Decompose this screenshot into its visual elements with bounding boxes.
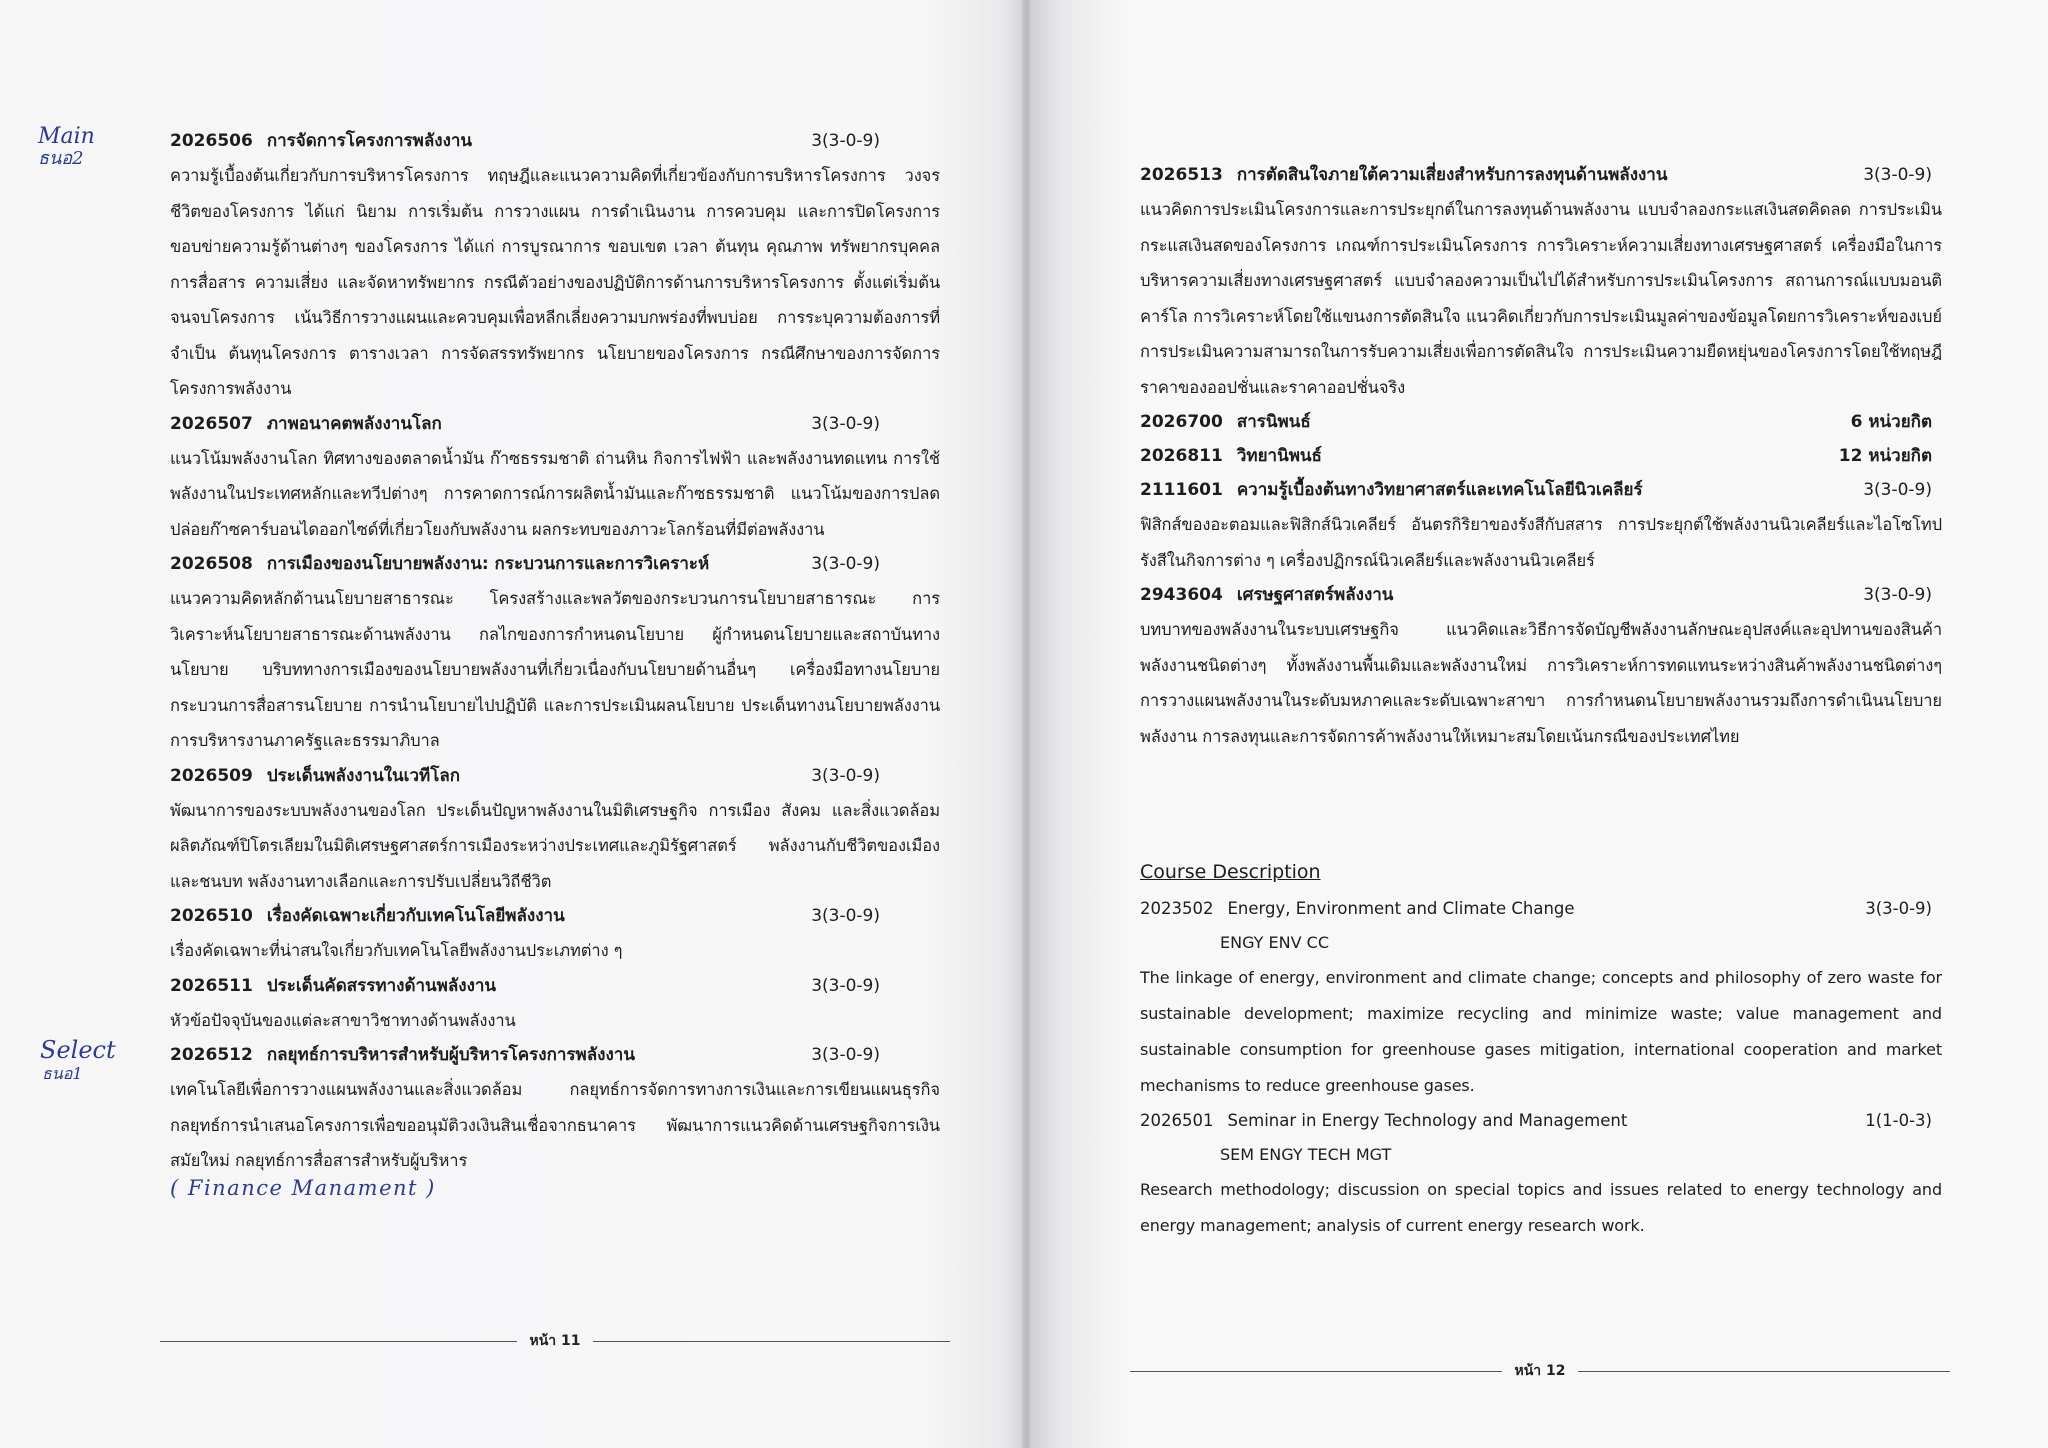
handwritten-note-finance: ( Finance Manament ) — [170, 1176, 436, 1200]
course-abbreviation: ENGY ENV CC — [1220, 933, 1329, 952]
course-entry — [1140, 578, 1942, 754]
course-title: เศรษฐศาสตร์พลังงาน — [1236, 585, 1394, 605]
course-header — [170, 759, 940, 793]
course-entry — [1140, 439, 1942, 473]
course-header — [170, 124, 940, 158]
course-credit: 3(3-0-9) — [1863, 480, 1932, 500]
course-description: แนวโน้มพลังงานโลก ทิศทางของตลาดน้ำมัน ก๊าซธรรมชาติ ถ่านหิน กิจการไฟฟ้า และพลังงานทดแทน การใช้พลังงานในประเทศหลักและทวีปต่างๆ การคาดการณ์การผลิตน้ำมันและก๊าซธรรมชาติ แนวโน้มของการปลดปล่อยก๊าซคาร์บอนไดออกไซด์ที่เกี่ยวโยงกับพลังงาน ผลกระทบของภาวะโลกร้อนที่มีต่อพลังงาน — [170, 448, 940, 539]
course-description: หัวข้อปัจจุบันของแต่ละสาขาวิชาทางด้านพลังงาน — [170, 1010, 516, 1030]
course-entry — [1140, 158, 1942, 405]
course-credit: 3(3-0-9) — [811, 906, 880, 926]
course-entry-en — [1140, 892, 1942, 1104]
course-description: บทบาทของพลังงานในระบบเศรษฐกิจ แนวคิดและวิธีการจัดบัญชีพลังงานลักษณะอุปสงค์และอุปทานของสินค้าพลังงานชนิดต่างๆ ทั้งพลังงานพื้นเดิมและพลังงานใหม่ การวิเคราะห์การทดแทนระหว่างสินค้าพลังงานชนิดต่างๆ การวางแผนพลังงานในระดับมหภาคและระดับเฉพาะสาขา การกำหนดนโยบายพลังงานรวมถึงการดำเนินนโยบายพลังงาน การลงทุนและการจัดการค้าพลังงานให้เหมาะสมโดยเน้นกรณีของประเทศไทย — [1140, 620, 1942, 746]
course-header — [1140, 405, 1942, 439]
course-entry — [170, 969, 940, 1039]
course-code: 2026510 — [170, 906, 253, 926]
course-credit: 3(3-0-9) — [811, 975, 880, 996]
course-description: ความรู้เบื้องต้นเกี่ยวกับการบริหารโครงการ ทฤษฎีและแนวความคิดที่เกี่ยวข้องกับการบริหารโครงการ วงจรชีวิตของโครงการ ได้แก่ นิยาม การเริ่มต้น การวางแผน การดำเนินงาน การควบคุม และการปิดโครงการ ขอบข่ายความรู้ด้านต่างๆ ของโครงการ ได้แก่ การบูรณาการ ขอบเขต เวลา ต้นทุน คุณภาพ ทรัพยากรบุคคล การสื่อสาร ความเสี่ยง และจัดหาทรัพยากร กรณีตัวอย่างของปฏิบัติการด้านการบริหารโครงการ ตั้งแต่เริ่มต้นจนจบโครงการ เน้นวิธีการวางแผนและควบคุมเพื่อหลีกเลี่ยงความบกพร่องที่พบบ่อย การระบุความต้องการที่จำเป็น ต้นทุนโครงการ ตารางเวลา การจัดสรรทรัพยากร นโยบายของโครงการ กรณีศึกษาของการจัดการโครงการพลังงาน — [170, 166, 940, 398]
course-code: 2026811 — [1140, 446, 1223, 466]
course-header — [170, 1038, 940, 1072]
course-abbreviation: SEM ENGY TECH MGT — [1220, 1145, 1392, 1164]
course-code: 2026501 — [1140, 1111, 1214, 1130]
course-entry — [170, 899, 940, 969]
course-description-heading: Course Description — [1140, 861, 1321, 883]
footer-rule-left — [160, 1341, 517, 1342]
course-description: Research methodology; discussion on special topics and issues related to energy technology and energy management; analysis of current energy research work. — [1140, 1180, 1942, 1235]
footer-rule-right — [1578, 1371, 1950, 1372]
course-credit: 3(3-0-9) — [811, 1045, 880, 1065]
course-code: 2111601 — [1140, 480, 1223, 500]
course-credit: 1(1-0-3) — [1865, 1111, 1932, 1130]
course-credit: 3(3-0-9) — [811, 131, 880, 151]
handwritten-note-select-code: ธนอ1 — [42, 1064, 83, 1083]
course-code: 2026700 — [1140, 412, 1223, 432]
course-title: ความรู้เบื้องต้นทางวิทยาศาสตร์และเทคโนโลยีนิวเคลียร์ — [1236, 480, 1643, 500]
course-entry-en — [1140, 1104, 1942, 1244]
course-credit: 3(3-0-9) — [811, 413, 880, 434]
course-credit: 3(3-0-9) — [811, 765, 880, 786]
course-header — [1140, 439, 1942, 473]
course-entry — [170, 759, 940, 900]
course-entry — [170, 1038, 940, 1179]
course-code: 2026512 — [170, 1045, 253, 1065]
course-title: การตัดสินใจภายใต้ความเสี่ยงสำหรับการลงทุนด้านพลังงาน — [1236, 165, 1668, 185]
course-entry — [170, 124, 940, 407]
course-entry — [1140, 405, 1942, 439]
course-description: แนวคิดการประเมินโครงการและการประยุกต์ในการลงทุนด้านพลังงาน แบบจำลองกระแสเงินสดคิดลด การประเมินกระแสเงินสดของโครงการ เกณฑ์การประเมินโครงการ การวิเคราะห์ความเสี่ยงทางเศรษฐศาสตร์ เครื่องมือในการบริหารความเสี่ยงทางเศรษฐศาสตร์ แบบจำลองความเป็นไปได้สำหรับการประเมินโครงการ สถานการณ์แบบมอนติคาร์โล การวิเคราะห์โดยใช้แขนงการตัดสินใจ แนวคิดเกี่ยวกับการประเมินมูลค่าของข้อมูลโดยการวิเคราะห์ของเบย์ การประเมินความสามารถในการรับความเสี่ยงเพื่อการตัดสินใจ การประเมินความยืดหยุ่นของโครงการโดยใช้ทฤษฎีราคาของออปชั่นและราคาออปชั่นจริง — [1140, 200, 1942, 397]
course-credit: 3(3-0-9) — [811, 554, 880, 574]
course-code: 2943604 — [1140, 585, 1223, 605]
course-entry — [170, 407, 940, 548]
course-code: 2026508 — [170, 554, 253, 574]
course-entry — [170, 547, 940, 759]
course-title: Seminar in Energy Technology and Management — [1227, 1111, 1628, 1130]
page-number: หน้า 11 — [529, 1333, 581, 1349]
course-title: การจัดการโครงการพลังงาน — [266, 131, 473, 151]
course-credit: 3(3-0-9) — [1865, 899, 1932, 918]
course-header — [170, 407, 940, 441]
course-code: 2026506 — [170, 131, 253, 151]
left-course-list — [170, 124, 940, 1179]
course-description: เทคโนโลยีเพื่อการวางแผนพลังงานและสิ่งแวดล้อม กลยุทธ์การจัดการทางการเงินและการเขียนแผนธุรกิจ กลยุทธ์การนำเสนอโครงการเพื่อขออนุมัติวงเงินสินเชื่อจากธนาคาร พัฒนาการแนวคิดด้านเศรษฐกิจการเงินสมัยใหม่ กลยุทธ์การสื่อสารสำหรับผู้บริหาร — [170, 1080, 940, 1170]
course-title: กลยุทธ์การบริหารสำหรับผู้บริหารโครงการพลังงาน — [266, 1045, 635, 1065]
course-description: The linkage of energy, environment and climate change; concepts and philosophy of zero waste for sustainable development; maximize recycling and minimize waste; value management and sustainable consumption for greenhouse gases mitigation, international cooperation and market mechanisms to reduce greenhouse gases. — [1140, 968, 1942, 1095]
course-header — [1140, 473, 1942, 507]
course-header — [1140, 158, 1942, 192]
course-code: 2026507 — [170, 413, 253, 434]
course-code: 2023502 — [1140, 899, 1214, 918]
handwritten-note-main-code: ธนอ2 — [38, 148, 84, 169]
page-footer — [160, 1330, 950, 1352]
course-header — [170, 969, 940, 1003]
course-description: เรื่องคัดเฉพาะที่น่าสนใจเกี่ยวกับเทคโนโลยีพลังงานประเภทต่าง ๆ — [170, 941, 623, 960]
course-code: 2026513 — [1140, 165, 1223, 185]
page-number: หน้า 12 — [1514, 1363, 1566, 1379]
course-header — [170, 547, 940, 581]
course-title: สารนิพนธ์ — [1236, 412, 1311, 432]
course-title: ภาพอนาคตพลังงานโลก — [266, 413, 442, 434]
handwritten-note-main: Main — [38, 124, 95, 149]
course-title: วิทยานิพนธ์ — [1236, 446, 1322, 466]
course-header — [1140, 1104, 1942, 1138]
course-credit: 6 หน่วยกิต — [1850, 412, 1932, 432]
course-header — [170, 899, 940, 933]
course-title: Energy, Environment and Climate Change — [1227, 899, 1575, 918]
course-credit: 3(3-0-9) — [1863, 165, 1932, 185]
page-footer — [1130, 1360, 1950, 1382]
course-header — [1140, 578, 1942, 612]
footer-rule-right — [593, 1341, 950, 1342]
right-page — [1030, 0, 2048, 1448]
right-course-list — [1140, 158, 1942, 1244]
handwritten-note-select: Select — [40, 1036, 116, 1064]
course-code: 2026511 — [170, 975, 253, 996]
course-header — [1140, 892, 1942, 926]
course-description: แนวความคิดหลักด้านนโยบายสาธารณะ โครงสร้างและพลวัตของกระบวนการนโยบายสาธารณะ การวิเคราะห์นโยบายสาธารณะด้านพลังงาน กลไกของการกำหนดนโยบาย ผู้กำหนดนโยบายและสถาบันทางนโยบาย บริบททางการเมืองของนโยบายพลังงานที่เกี่ยวเนื่องกับนโยบายด้านอื่นๆ เครื่องมือทางนโยบาย กระบวนการสื่อสารนโยบาย การนำนโยบายไปปฏิบัติ และการประเมินผลนโยบาย ประเด็นทางนโยบายพลังงาน การบริหารงานภาครัฐและธรรมาภิบาล — [170, 589, 940, 750]
course-credit: 3(3-0-9) — [1863, 585, 1932, 605]
course-description: พัฒนาการของระบบพลังงานของโลก ประเด็นปัญหาพลังงานในมิติเศรษฐกิจ การเมือง สังคม และสิ่งแวดล้อม ผลิตภัณฑ์ปิโตรเลียมในมิติเศรษฐศาสตร์การเมืองระหว่างประเทศและภูมิรัฐศาสตร์ พลังงานกับชีวิตของเมืองและชนบท พลังงานทางเลือกและการปรับเปลี่ยนวิถีชีวิต — [170, 800, 940, 891]
course-entry — [1140, 473, 1942, 578]
course-credit: 12 หน่วยกิต — [1838, 446, 1932, 466]
course-title: ประเด็นคัดสรรทางด้านพลังงาน — [266, 975, 497, 996]
course-title: ประเด็นพลังงานในเวทีโลก — [266, 765, 461, 786]
course-code: 2026509 — [170, 765, 253, 786]
course-title: การเมืองของนโยบายพลังงาน: กระบวนการและการวิเคราะห์ — [266, 554, 710, 574]
course-description: ฟิสิกส์ของอะตอมและฟิสิกส์นิวเคลียร์ อันตรกิริยาของรังสีกับสสาร การประยุกต์ใช้พลังงานนิวเคลียร์และไอโซโทปรังสีในกิจการต่าง ๆ เครื่องปฏิกรณ์นิวเคลียร์และพลังงานนิวเคลียร์ — [1140, 515, 1942, 570]
footer-rule-left — [1130, 1371, 1502, 1372]
course-title: เรื่องคัดเฉพาะเกี่ยวกับเทคโนโลยีพลังงาน — [266, 906, 565, 926]
